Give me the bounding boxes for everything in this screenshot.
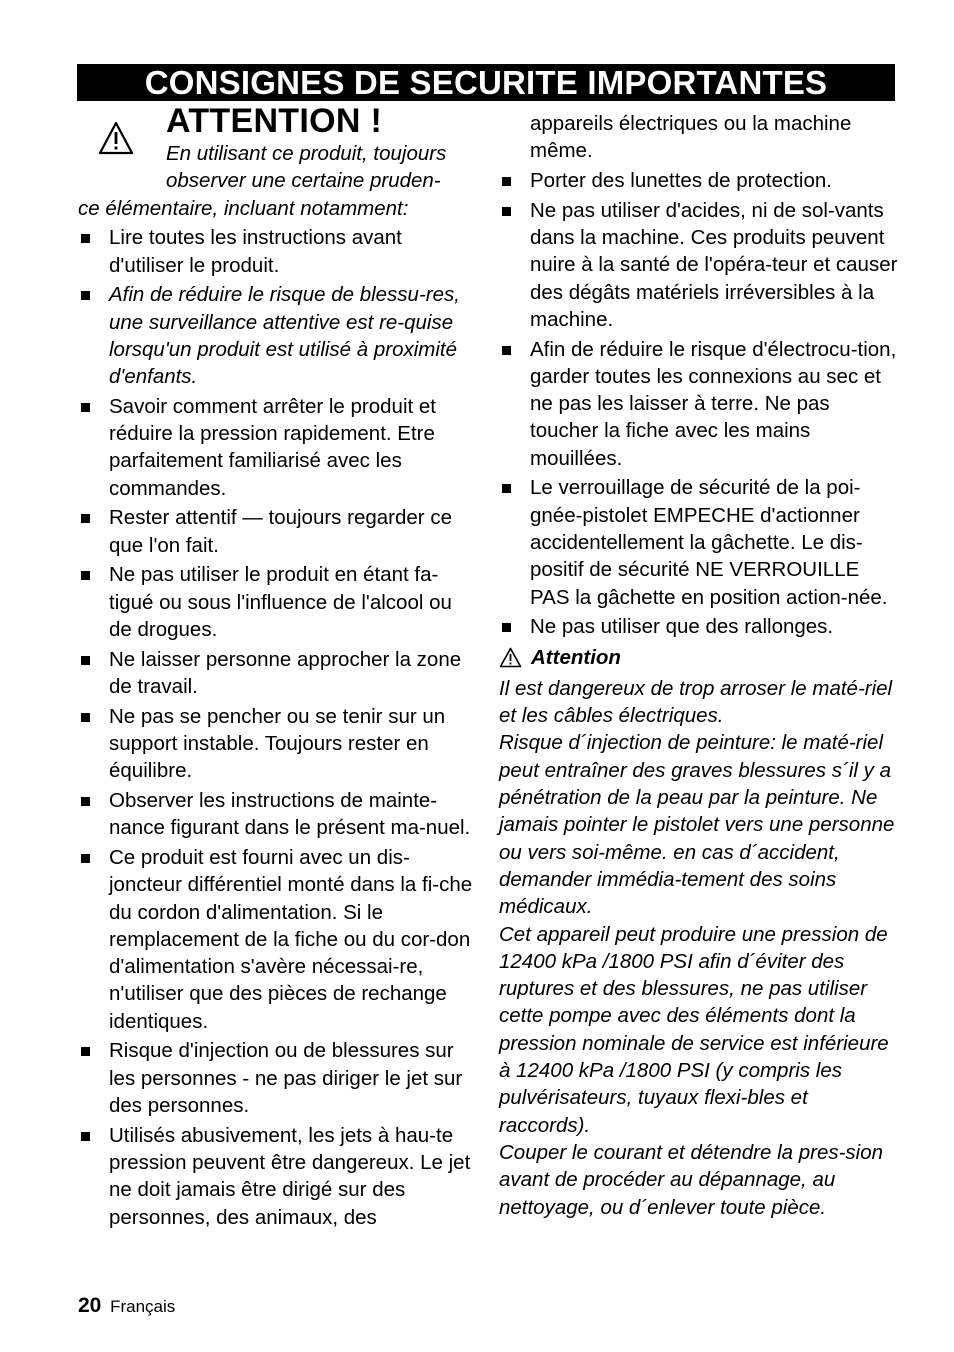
warning-paragraph: Cet appareil peut produire une pression de 12400 kPa /1800 PSI afin d´éviter des ruptures et des blessures, ne pas utiliser cette pompe avec des éléments dont la pression nominale de service est inférieure à 12400 kPa /1800 PSI (y compris les pulvérisateurs, tuyaux flexi-bles et raccords). xyxy=(499,922,889,1137)
attention-label: Attention xyxy=(531,645,621,669)
list-item: Ne pas utiliser d'acides, ni de sol-vants dans la machine. Ces produits peuvent nuire à la santé de l'opéra-teur et causer des dégâts matériels irréversibles à la machine. xyxy=(499,197,901,333)
list-item: Observer les instructions de mainte-nance figurant dans le présent ma-nuel. xyxy=(78,787,478,842)
list-item: Afin de réduire le risque d'électrocu-tion, garder toutes les connexions au sec et ne pas les laisser à terre. Ne pas toucher la fiche avec les mains mouillées. xyxy=(499,336,901,472)
attention-heading: ATTENTION ! xyxy=(166,102,383,140)
page-number: 20 xyxy=(78,1294,102,1317)
language-label: Français xyxy=(110,1297,176,1316)
safety-list-right xyxy=(499,167,901,641)
warning-triangle-icon xyxy=(499,647,522,668)
list-item: Ne laisser personne approcher la zone de travail. xyxy=(78,646,478,701)
warning-paragraph: Couper le courant et détendre la pres-sion avant de procéder au dépannage, au nettoyage, ou d´enlever toute pièce. xyxy=(499,1140,884,1219)
safety-list-left xyxy=(78,224,478,1231)
page-footer xyxy=(78,1294,175,1319)
list-item: Ce produit est fourni avec un dis-joncteur différentiel monté dans la fi-che du cordon d'alimentation. Si le remplacement de la fiche ou du cor-don d'alimentation s'avère nécessai-re, n'utiliser que des pièces de rechange identiques. xyxy=(78,844,478,1035)
list-item: Ne pas utiliser le produit en étant fa-tigué ou sous l'influence de l'alcool ou de drogues. xyxy=(78,561,478,643)
warning-triangle-icon xyxy=(98,120,134,156)
warning-paragraph: Il est dangereux de trop arroser le maté-riel et les câbles électriques. xyxy=(499,676,893,728)
list-item-continuation: appareils électriques ou la machine même. xyxy=(530,112,852,163)
left-column xyxy=(78,104,478,1231)
list-item: Le verrouillage de sécurité de la poi-gnée-pistolet EMPECHE d'actionner accidentellement la gâchette. Le dis-positif de sécurité NE VERROUILLE PAS la gâchette en position action-née. xyxy=(499,474,901,610)
list-item: Porter des lunettes de protection. xyxy=(499,167,901,194)
list-item: Rester attentif — toujours regarder ce que l'on fait. xyxy=(78,504,478,559)
list-item: Utilisés abusivement, les jets à hau-te pression peuvent être dangereux. Le jet ne doit jamais être dirigé sur des personnes, des animaux, des xyxy=(78,1122,478,1231)
attention-subheading xyxy=(499,644,901,671)
list-item: Afin de réduire le risque de blessu-res, une surveillance attentive est re-quise lorsqu'un produit est utilisé à proximité d'enfants. xyxy=(78,281,478,390)
section-title-banner: CONSIGNES DE SECURITE IMPORTANTES xyxy=(77,64,895,101)
list-item: Ne pas utiliser que des rallonges. xyxy=(499,613,901,640)
list-item: Risque d'injection ou de blessures sur les personnes - ne pas diriger le jet sur des personnes. xyxy=(78,1037,478,1119)
attention-intro-line2: ce élémentaire, incluant notamment: xyxy=(78,196,409,220)
right-column xyxy=(499,110,901,1221)
list-item: Savoir comment arrêter le produit et réduire la pression rapidement. Etre parfaitement familiarisé avec les commandes. xyxy=(78,393,478,502)
attention-intro-line1: En utilisant ce produit, toujours observer une certaine pruden- xyxy=(166,142,447,193)
list-item: Lire toutes les instructions avant d'utiliser le produit. xyxy=(78,224,478,279)
warning-paragraph: Risque d´injection de peinture: le maté-riel peut entraîner des graves blessures s´il y a pénétration de la peau par la peinture. Ne jamais pointer le pistolet vers une personne ou vers soi-même. en cas d´accident, demander immédia-tement des soins médicaux. xyxy=(499,731,895,919)
list-item: Ne pas se pencher ou se tenir sur un support instable. Toujours rester en équilibre. xyxy=(78,703,478,785)
